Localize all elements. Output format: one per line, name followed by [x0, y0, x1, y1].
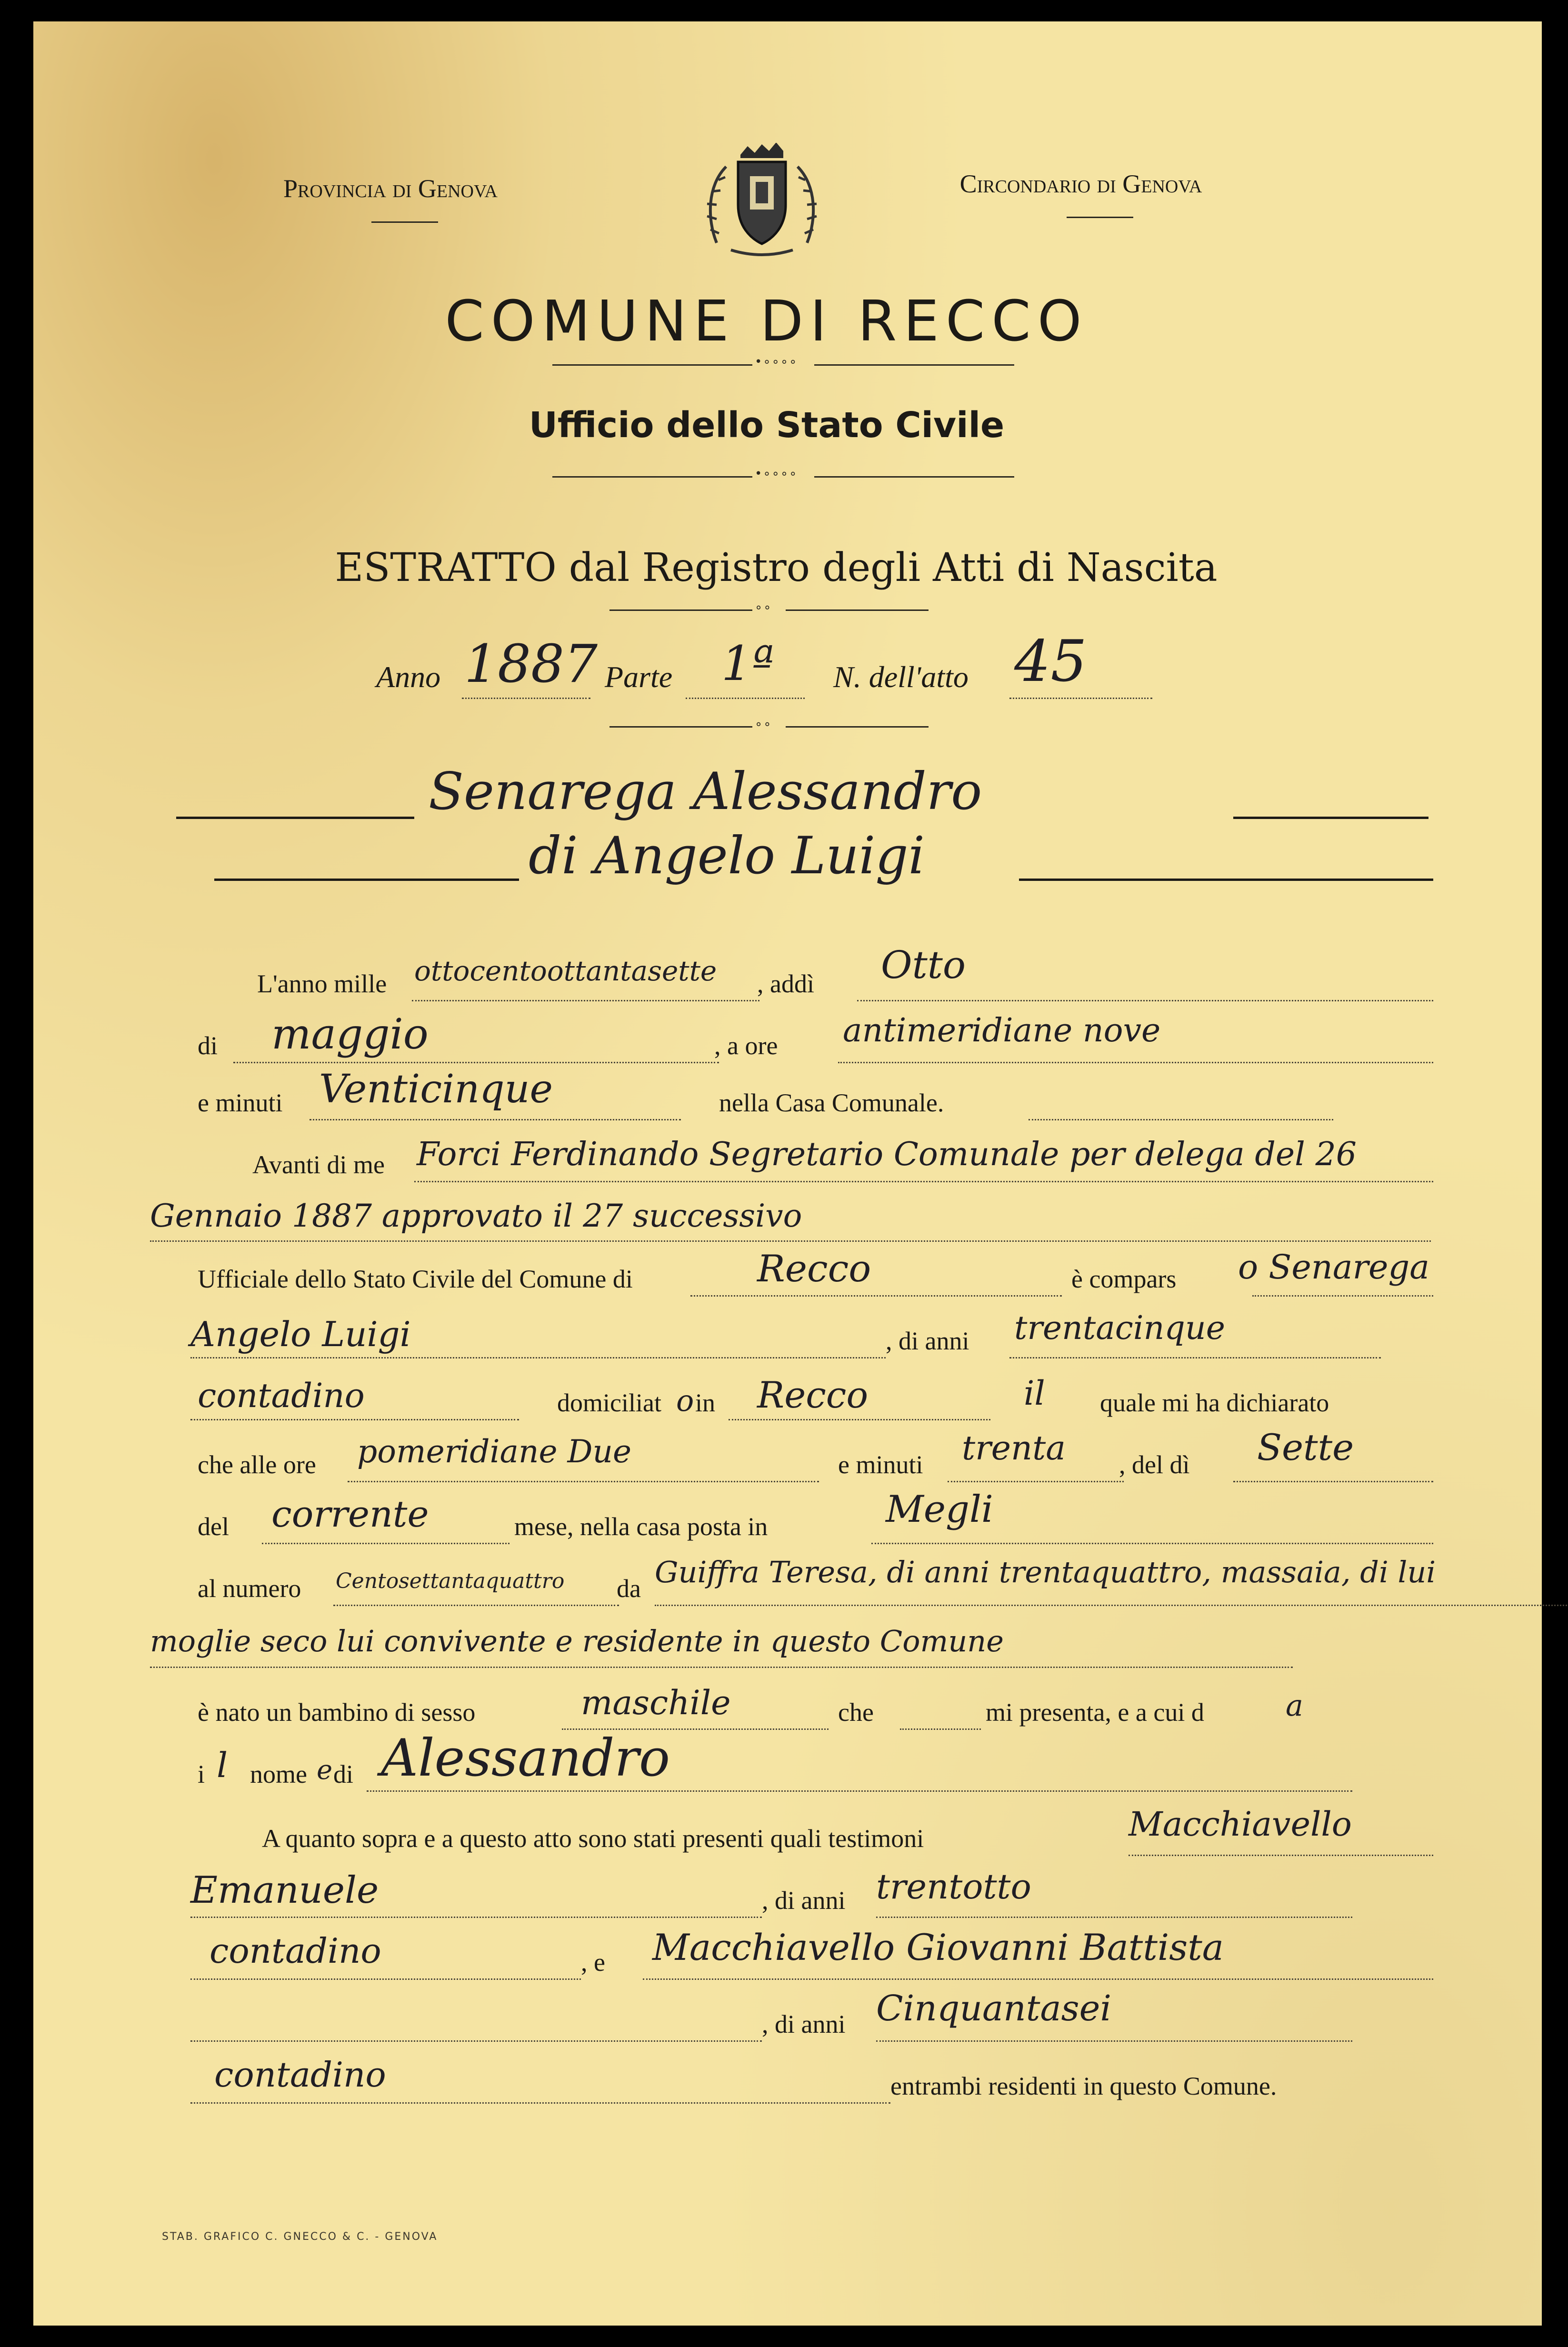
witness1-job: contadino	[210, 1931, 381, 1971]
entry-line	[876, 1917, 1352, 1918]
body-text: domiciliat	[557, 1388, 661, 1417]
body-text: A quanto sopra e a questo atto sono stati presenti quali testimoni	[262, 1824, 924, 1853]
mother-residence: moglie seco lui convivente e residente in questo Comune	[150, 1624, 1004, 1658]
minutes-words: Venticinque	[319, 1067, 553, 1112]
birth-day: Sette	[1257, 1426, 1354, 1468]
divider-rule	[814, 364, 1014, 366]
body-text: Ufficiale dello Stato Civile del Comune di	[198, 1265, 633, 1293]
witness1-age: trentotto	[876, 1867, 1031, 1907]
entry-line	[190, 1419, 519, 1420]
entry-line	[655, 1605, 1568, 1606]
entry-line	[262, 1543, 509, 1544]
body-text: nome	[250, 1760, 307, 1788]
witness2-age: Cinquantasei	[876, 1988, 1112, 2029]
entry-line	[643, 1978, 1433, 1980]
divider-rule	[814, 476, 1014, 478]
year-words: ottocentoottantasette	[414, 955, 717, 987]
entry-line	[1233, 1481, 1433, 1482]
name-rule-left	[176, 817, 414, 819]
anno-label: Anno	[376, 660, 441, 694]
body-text: , di anni	[886, 1327, 969, 1355]
entry-line	[729, 1419, 990, 1420]
witness1-surname: Macchiavello	[1129, 1805, 1352, 1844]
parent-rule-right	[1019, 879, 1433, 881]
entry-line	[900, 1728, 981, 1730]
anno-line	[462, 698, 590, 699]
officer-words: Forci Ferdinando Segretario Comunale per delega del 26	[417, 1136, 1357, 1173]
entry-line	[1252, 1295, 1433, 1297]
atto-value: 45	[1014, 629, 1087, 695]
birth-place: Megli	[886, 1488, 993, 1531]
body-text: di	[198, 1031, 218, 1060]
divider-rule	[786, 609, 929, 611]
atto-line	[1009, 698, 1152, 699]
body-text: di	[333, 1760, 354, 1788]
parte-value: 1ª	[721, 636, 775, 691]
body-text: Avanti di me	[252, 1150, 385, 1179]
entry-line	[871, 1543, 1433, 1544]
body-suffix: il	[1024, 1374, 1045, 1413]
mother-details: Guiffra Teresa, di anni trentaquattro, massaia, di lui	[655, 1555, 1436, 1589]
body-text: , a ore	[714, 1031, 778, 1060]
body-text: , e	[581, 1948, 605, 1977]
name-rule-right	[1233, 817, 1428, 819]
body-text: , addì	[757, 969, 814, 998]
body-suffix: e	[317, 1755, 333, 1786]
body-text: mi presenta, e a cui d	[986, 1698, 1204, 1727]
body-text: quale mi ha dichiarato	[1100, 1388, 1329, 1417]
entry-line	[690, 1295, 1062, 1297]
body-text: e minuti	[838, 1450, 923, 1479]
body-suffix: o	[676, 1383, 694, 1418]
body-text: mese, nella casa posta in	[514, 1512, 768, 1541]
divider-rule	[609, 726, 752, 728]
estratto-title: ESTRATTO dal Registro degli Atti di Nascita	[335, 545, 1218, 590]
body-text: nella Casa Comunale.	[719, 1089, 944, 1117]
circondario-rule	[1067, 217, 1133, 218]
coat-of-arms-emblem	[698, 143, 826, 262]
entry-line	[857, 1000, 1433, 1001]
entry-line	[150, 1667, 1293, 1668]
anno-value: 1887	[464, 633, 598, 694]
body-text: , del dì	[1119, 1450, 1190, 1479]
declarant-surname: o Senarega	[1238, 1248, 1430, 1287]
body-text: del	[198, 1512, 229, 1541]
body-text: al numero	[198, 1574, 301, 1603]
declarant-job: contadino	[198, 1376, 365, 1415]
body-suffix: l	[217, 1745, 228, 1785]
entry-line	[838, 1062, 1433, 1063]
parte-label: Parte	[605, 660, 673, 694]
printer-imprint: STAB. GRAFICO C. GNECCO & C. - GENOVA	[162, 2231, 438, 2243]
divider-rule	[786, 726, 929, 728]
entry-line	[1129, 1855, 1433, 1856]
comune-title: COMUNE DI RECCO	[445, 288, 1089, 354]
body-text: che alle ore	[198, 1450, 316, 1479]
divider-ornament: •∘∘∘∘	[755, 355, 798, 369]
entry-line	[412, 1000, 759, 1001]
day-words: Otto	[881, 943, 966, 987]
divider-rule	[552, 364, 752, 366]
entry-line	[310, 1119, 681, 1120]
divider-rule	[609, 609, 752, 611]
child-sex: maschile	[581, 1683, 731, 1722]
declarant-residence: Recco	[757, 1374, 869, 1416]
declarant-name: Angelo Luigi	[190, 1314, 411, 1354]
entry-line	[876, 2040, 1352, 2042]
body-text: è compars	[1071, 1265, 1177, 1293]
entry-line	[233, 1062, 719, 1063]
entry-line	[333, 1605, 619, 1606]
entry-line	[190, 1917, 762, 1918]
entry-line	[150, 1240, 1431, 1242]
declarant-age: trentacinque	[1014, 1309, 1225, 1347]
entry-line	[414, 1181, 1433, 1182]
provincia-rule	[371, 221, 438, 223]
ufficio-title: Ufficio dello Stato Civile	[529, 405, 1005, 446]
parent-rule-left	[214, 879, 519, 881]
body-text: , di anni	[762, 1886, 846, 1915]
witness1-name: Emanuele	[190, 1869, 379, 1912]
subject-parent: di Angelo Luigi	[529, 826, 925, 886]
entry-line	[348, 1481, 819, 1482]
entry-line	[367, 1790, 1352, 1792]
month-words: maggio	[271, 1009, 429, 1059]
house-number: Centosettantaquattro	[336, 1569, 565, 1593]
comune-words: Recco	[757, 1248, 871, 1290]
certificate-sheet	[33, 21, 1542, 2326]
body-text: e minuti	[198, 1089, 283, 1117]
body-text: in	[695, 1388, 716, 1417]
parte-line	[686, 698, 805, 699]
subject-name: Senarega Alessandro	[429, 762, 982, 821]
body-suffix: a	[1286, 1688, 1303, 1723]
birth-month: corrente	[271, 1493, 429, 1535]
divider-rule	[552, 476, 752, 478]
birth-minutes: trenta	[962, 1428, 1066, 1468]
entry-line	[190, 1357, 886, 1358]
divider-ornament: •∘∘∘∘	[755, 467, 798, 481]
witness2-job: contadino	[214, 2055, 386, 2095]
circondario-label: Circondario di Genova	[959, 170, 1202, 198]
hour-words: antimeridiane nove	[843, 1012, 1161, 1049]
body-text: i	[198, 1760, 205, 1788]
child-name: Alessandro	[381, 1728, 670, 1788]
divider-ornament: ∘∘	[755, 600, 772, 615]
entry-line	[948, 1481, 1124, 1482]
witness2-name: Macchiavello Giovanni Battista	[652, 1926, 1224, 1968]
body-text: è nato un bambino di sesso	[198, 1698, 476, 1727]
body-text: L'anno mille	[257, 969, 387, 998]
entry-line	[1029, 1119, 1333, 1120]
birth-hour: pomeridiane Due	[357, 1433, 632, 1470]
entry-line	[190, 1978, 581, 1980]
atto-label: N. dell'atto	[833, 660, 969, 694]
body-text: che	[838, 1698, 874, 1727]
body-text: , di anni	[762, 2010, 846, 2038]
entry-line	[190, 2040, 762, 2042]
entry-line	[1009, 1357, 1381, 1358]
divider-ornament: ∘∘	[755, 717, 772, 731]
entry-line	[190, 2102, 890, 2104]
delegation-words: Gennaio 1887 approvato il 27 successivo	[150, 1198, 802, 1234]
body-text: da	[617, 1574, 641, 1603]
provincia-label: Provincia di Genova	[283, 174, 498, 203]
body-text: entrambi residenti in questo Comune.	[890, 2072, 1277, 2100]
